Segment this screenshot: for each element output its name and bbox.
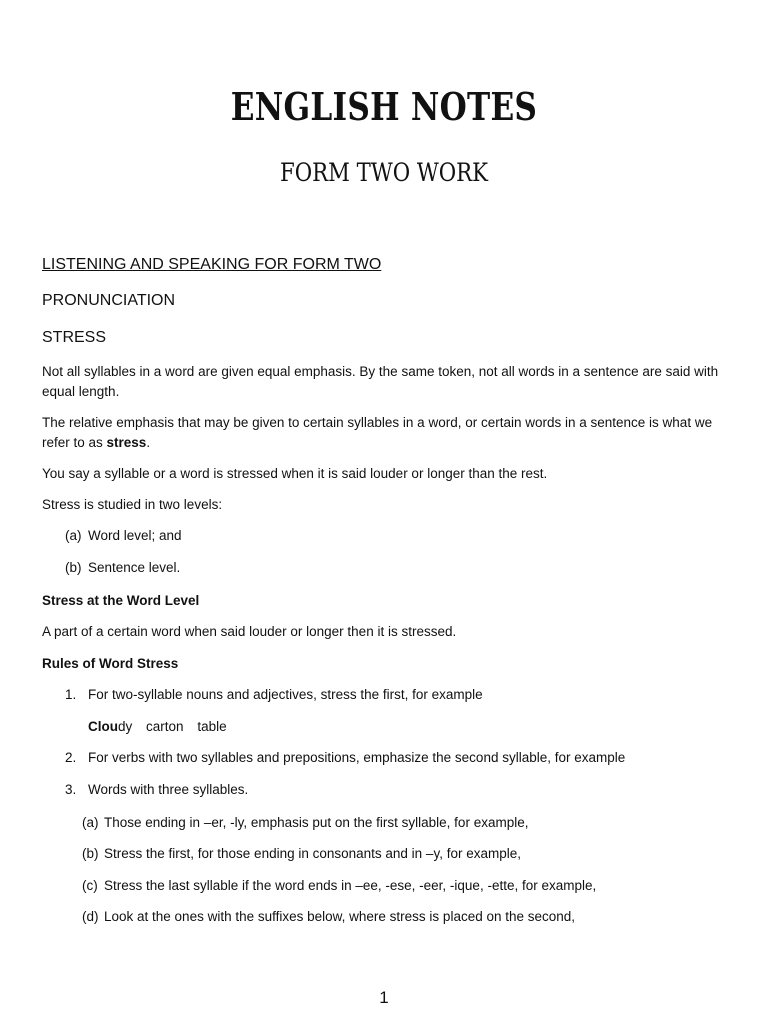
rule-marker: 3.: [65, 782, 77, 797]
list-item: [65, 526, 182, 546]
example-words: [88, 717, 237, 737]
example-word-cloudy: [88, 719, 132, 734]
section-heading: LISTENING AND SPEAKING FOR FORM TWO: [42, 256, 382, 273]
list-marker: (a): [65, 528, 82, 543]
paragraph-1: Not all syllables in a word are given equal emphasis. By the same token, not all words in a sentence are said with equal length.: [42, 364, 719, 399]
subrule-item: [82, 844, 521, 864]
rule-text: For two-syllable nouns and adjectives, stress the first, for example: [88, 687, 483, 702]
subrule-item: [82, 907, 575, 927]
word-level-text: A part of a certain word when said louder or longer then it is stressed.: [42, 624, 457, 639]
rule-item: [65, 748, 625, 768]
subtopic-heading: STRESS: [42, 329, 107, 346]
subrule-item: [82, 813, 528, 833]
subrule-text: Those ending in –er, -ly, emphasis put on the first syllable, for example,: [104, 815, 529, 830]
document-subtitle: FORM TWO WORK: [279, 158, 489, 187]
subrule-marker: (b): [82, 846, 99, 861]
stress-term: stress: [106, 435, 147, 450]
subrule-item: [82, 876, 596, 896]
paragraph-2-end: .: [146, 435, 151, 450]
rule-item: [65, 685, 483, 705]
stressed-syllable: Clou: [88, 719, 118, 734]
subrule-marker: (c): [82, 878, 98, 893]
word-level-heading: Stress at the Word Level: [42, 593, 200, 608]
subrule-marker: (a): [82, 815, 99, 830]
list-text: Word level; and: [88, 528, 182, 543]
subrule-text: Stress the last syllable if the word ends in –ee, -ese, -eer, -ique, -ette, for example,: [104, 878, 597, 893]
topic-heading: PRONUNCIATION: [42, 292, 176, 309]
rules-heading: Rules of Word Stress: [42, 656, 179, 671]
list-item: [65, 558, 180, 578]
example-word-table: table: [197, 719, 227, 734]
list-text: Sentence level.: [88, 560, 181, 575]
paragraph-4: Stress is studied in two levels:: [42, 497, 223, 512]
page-number: 1: [379, 988, 389, 1007]
rule-item: [65, 780, 248, 800]
paragraph-2-text: The relative emphasis that may be given to certain syllables in a word, or certain words in a sentence is what we refer to as: [42, 415, 713, 450]
rule-text: For verbs with two syllables and prepositions, emphasize the second syllable, for example: [88, 750, 626, 765]
paragraph-3: You say a syllable or a word is stressed when it is said louder or longer than the rest.: [42, 466, 548, 481]
example-word-carton: carton: [146, 719, 184, 734]
rule-marker: 1.: [65, 687, 77, 702]
subrule-text: Look at the ones with the suffixes below, where stress is placed on the second,: [104, 909, 576, 924]
list-marker: (b): [65, 560, 82, 575]
rule-text: Words with three syllables.: [88, 782, 249, 797]
paragraph-2: [42, 413, 734, 453]
subrule-marker: (d): [82, 909, 99, 924]
document-title: ENGLISH NOTES: [230, 84, 538, 129]
subrule-text: Stress the first, for those ending in consonants and in –y, for example,: [104, 846, 521, 861]
rule-marker: 2.: [65, 750, 77, 765]
unstressed-syllable: dy: [118, 719, 133, 734]
